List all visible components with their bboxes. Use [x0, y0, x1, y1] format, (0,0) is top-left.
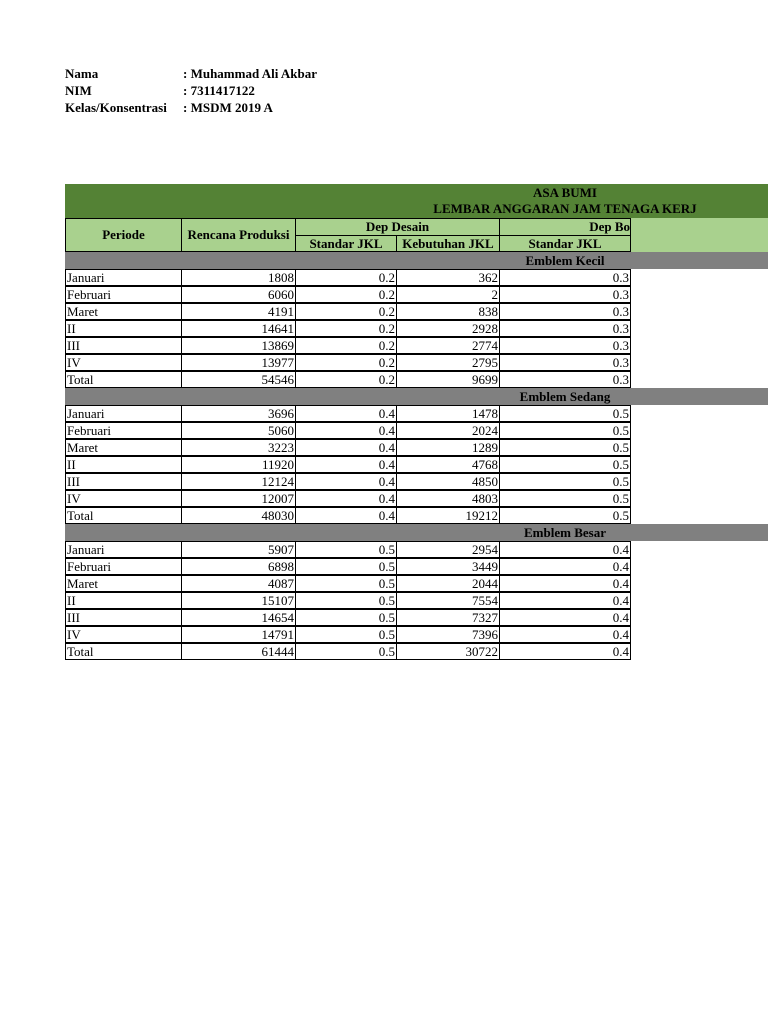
kebutuhan-jkl-cell: 1478 — [396, 405, 500, 422]
standar-jkl-cell: 0.2 — [295, 286, 397, 303]
periode-cell: Maret — [65, 439, 182, 456]
section-label: Emblem Besar — [524, 525, 606, 540]
standar-jkl-cell: 0.5 — [295, 575, 397, 592]
standar-jkl-cell: 0.4 — [295, 490, 397, 507]
standar-jkl-2-cell: 0.5 — [499, 422, 631, 439]
rencana-produksi-cell: 6060 — [181, 286, 296, 303]
standar-jkl-cell: 0.5 — [295, 541, 397, 558]
rencana-produksi-cell: 15107 — [181, 592, 296, 609]
kebutuhan-jkl-cell: 4803 — [396, 490, 500, 507]
table-row — [65, 541, 631, 558]
periode-cell: Februari — [65, 286, 182, 303]
periode-cell: IV — [65, 354, 182, 371]
standar-jkl-2-cell: 0.5 — [499, 507, 631, 524]
rencana-produksi-cell: 48030 — [181, 507, 296, 524]
periode-cell: Total — [65, 371, 182, 388]
kebutuhan-jkl-cell: 1289 — [396, 439, 500, 456]
table-row — [65, 643, 631, 660]
table-row — [65, 626, 631, 643]
company-name: ASA BUMI — [533, 185, 597, 200]
kebutuhan-jkl-cell: 2928 — [396, 320, 500, 337]
standar-jkl-2-cell: 0.3 — [499, 354, 631, 371]
kelas-value: : MSDM 2019 A — [183, 100, 273, 115]
rencana-produksi-cell: 12124 — [181, 473, 296, 490]
kebutuhan-jkl-cell: 7396 — [396, 626, 500, 643]
standar-jkl-cell: 0.4 — [295, 473, 397, 490]
rencana-produksi-cell: 3696 — [181, 405, 296, 422]
periode-cell: Total — [65, 643, 182, 660]
standar-jkl-cell: 0.4 — [295, 507, 397, 524]
standar-jkl-cell: 0.2 — [295, 303, 397, 320]
table-row — [65, 303, 631, 320]
kebutuhan-jkl-cell: 362 — [396, 269, 500, 286]
table-row — [65, 269, 631, 286]
standar-jkl-2-cell: 0.4 — [499, 643, 631, 660]
standar-jkl-cell: 0.5 — [295, 592, 397, 609]
header-standar-jkl-2: Standar JKL — [499, 235, 631, 252]
nim-row — [65, 82, 317, 99]
table-row — [65, 405, 631, 422]
periode-cell: II — [65, 592, 182, 609]
rencana-produksi-cell: 61444 — [181, 643, 296, 660]
rencana-produksi-cell: 12007 — [181, 490, 296, 507]
table-row — [65, 286, 631, 303]
standar-jkl-2-cell: 0.3 — [499, 337, 631, 354]
kebutuhan-jkl-cell: 2 — [396, 286, 500, 303]
table-title: LEMBAR ANGGARAN JAM TENAGA KERJ — [433, 201, 697, 216]
standar-jkl-cell: 0.2 — [295, 354, 397, 371]
table-row — [65, 473, 631, 490]
rencana-produksi-cell: 4191 — [181, 303, 296, 320]
table-row — [65, 337, 631, 354]
rencana-produksi-cell: 14654 — [181, 609, 296, 626]
budget-table — [65, 184, 768, 664]
student-info — [65, 65, 317, 116]
standar-jkl-2-cell: 0.3 — [499, 286, 631, 303]
rencana-produksi-cell: 13977 — [181, 354, 296, 371]
standar-jkl-2-cell: 0.5 — [499, 405, 631, 422]
section-label: Emblem Kecil — [525, 253, 605, 268]
kelas-label: Kelas/Konsentrasi — [65, 100, 167, 115]
periode-cell: III — [65, 337, 182, 354]
kebutuhan-jkl-cell: 7327 — [396, 609, 500, 626]
kebutuhan-jkl-cell: 9699 — [396, 371, 500, 388]
periode-cell: Januari — [65, 541, 182, 558]
header-dep-bo: Dep Bo — [499, 218, 631, 236]
rencana-produksi-cell: 4087 — [181, 575, 296, 592]
table-row — [65, 320, 631, 337]
periode-cell: Februari — [65, 558, 182, 575]
header-kebutuhan-jkl: Kebutuhan JKL — [396, 235, 500, 252]
standar-jkl-cell: 0.4 — [295, 405, 397, 422]
rencana-produksi-cell: 6898 — [181, 558, 296, 575]
kebutuhan-jkl-cell: 2954 — [396, 541, 500, 558]
rencana-produksi-cell: 13869 — [181, 337, 296, 354]
table-row — [65, 507, 631, 524]
standar-jkl-2-cell: 0.5 — [499, 490, 631, 507]
nama-row — [65, 65, 317, 82]
periode-cell: Januari — [65, 269, 182, 286]
standar-jkl-cell: 0.2 — [295, 269, 397, 286]
header-dep-desain: Dep Desain — [295, 218, 500, 236]
standar-jkl-cell: 0.4 — [295, 422, 397, 439]
standar-jkl-2-cell: 0.3 — [499, 303, 631, 320]
rencana-produksi-cell: 5060 — [181, 422, 296, 439]
standar-jkl-2-cell: 0.3 — [499, 371, 631, 388]
periode-cell: Maret — [65, 303, 182, 320]
periode-cell: III — [65, 609, 182, 626]
periode-cell: IV — [65, 490, 182, 507]
nama-label: Nama — [65, 66, 99, 81]
title-band — [65, 184, 768, 218]
table-row — [65, 439, 631, 456]
standar-jkl-cell: 0.4 — [295, 439, 397, 456]
kebutuhan-jkl-cell: 7554 — [396, 592, 500, 609]
kelas-row — [65, 99, 317, 116]
periode-cell: IV — [65, 626, 182, 643]
standar-jkl-2-cell: 0.4 — [499, 575, 631, 592]
table-row — [65, 490, 631, 507]
section-header — [65, 252, 768, 269]
periode-cell: Februari — [65, 422, 182, 439]
standar-jkl-2-cell: 0.4 — [499, 541, 631, 558]
kebutuhan-jkl-cell: 3449 — [396, 558, 500, 575]
rencana-produksi-cell: 11920 — [181, 456, 296, 473]
standar-jkl-cell: 0.2 — [295, 371, 397, 388]
nama-value: : Muhammad Ali Akbar — [183, 66, 317, 81]
nim-label: NIM — [65, 83, 92, 98]
periode-cell: III — [65, 473, 182, 490]
rencana-produksi-cell: 14641 — [181, 320, 296, 337]
kebutuhan-jkl-cell: 2024 — [396, 422, 500, 439]
table-row — [65, 456, 631, 473]
header-periode: Periode — [65, 218, 182, 252]
table-row — [65, 592, 631, 609]
kebutuhan-jkl-cell: 30722 — [396, 643, 500, 660]
standar-jkl-cell: 0.2 — [295, 320, 397, 337]
rencana-produksi-cell: 3223 — [181, 439, 296, 456]
kebutuhan-jkl-cell: 2044 — [396, 575, 500, 592]
periode-cell: Januari — [65, 405, 182, 422]
rencana-produksi-cell: 1808 — [181, 269, 296, 286]
table-row — [65, 371, 631, 388]
kebutuhan-jkl-cell: 2774 — [396, 337, 500, 354]
table-row — [65, 354, 631, 371]
standar-jkl-2-cell: 0.4 — [499, 609, 631, 626]
header-standar-jkl: Standar JKL — [295, 235, 397, 252]
section-header — [65, 524, 768, 541]
standar-jkl-2-cell: 0.4 — [499, 592, 631, 609]
rencana-produksi-cell: 14791 — [181, 626, 296, 643]
rencana-produksi-cell: 5907 — [181, 541, 296, 558]
table-row — [65, 422, 631, 439]
standar-jkl-2-cell: 0.5 — [499, 439, 631, 456]
kebutuhan-jkl-cell: 838 — [396, 303, 500, 320]
periode-cell: II — [65, 456, 182, 473]
nim-value: : 7311417122 — [183, 83, 255, 98]
kebutuhan-jkl-cell: 2795 — [396, 354, 500, 371]
table-row — [65, 558, 631, 575]
standar-jkl-2-cell: 0.5 — [499, 473, 631, 490]
standar-jkl-2-cell: 0.3 — [499, 320, 631, 337]
kebutuhan-jkl-cell: 4850 — [396, 473, 500, 490]
standar-jkl-2-cell: 0.4 — [499, 558, 631, 575]
section-label: Emblem Sedang — [519, 389, 611, 404]
standar-jkl-cell: 0.5 — [295, 609, 397, 626]
periode-cell: Maret — [65, 575, 182, 592]
standar-jkl-cell: 0.5 — [295, 643, 397, 660]
kebutuhan-jkl-cell: 4768 — [396, 456, 500, 473]
standar-jkl-cell: 0.5 — [295, 558, 397, 575]
standar-jkl-cell: 0.5 — [295, 626, 397, 643]
standar-jkl-2-cell: 0.5 — [499, 456, 631, 473]
standar-jkl-2-cell: 0.4 — [499, 626, 631, 643]
section-header — [65, 388, 768, 405]
table-row — [65, 575, 631, 592]
standar-jkl-cell: 0.2 — [295, 337, 397, 354]
standar-jkl-cell: 0.4 — [295, 456, 397, 473]
header-rencana-produksi: Rencana Produksi — [181, 218, 296, 252]
periode-cell: II — [65, 320, 182, 337]
periode-cell: Total — [65, 507, 182, 524]
table-row — [65, 609, 631, 626]
standar-jkl-2-cell: 0.3 — [499, 269, 631, 286]
kebutuhan-jkl-cell: 19212 — [396, 507, 500, 524]
rencana-produksi-cell: 54546 — [181, 371, 296, 388]
